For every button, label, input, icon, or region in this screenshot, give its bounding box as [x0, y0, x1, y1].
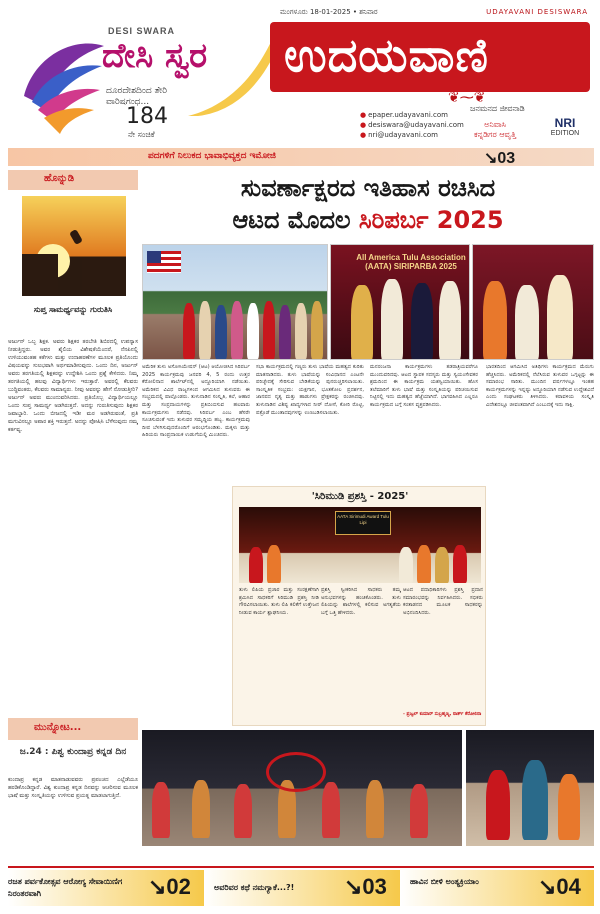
nri-edition-badge: NRI EDITION	[550, 116, 580, 137]
contacts	[360, 110, 464, 140]
contact-desiswara-email[interactable]: ● desiswara@udayavani.com	[360, 121, 464, 129]
event-banner: All America Tulu Association (AATA) SIRIPARBA 2025	[356, 253, 466, 271]
strap-text: ಪದಗಳಿಗೆ ನಿಲುಕದ ಭಾವಾಭಿವ್ಯಕ್ತದ ಇಮೋಜಿ	[148, 151, 276, 161]
honnudi-header	[8, 170, 138, 190]
footer-page-ref: ↘04	[538, 874, 581, 899]
award-ceremony-photo	[239, 507, 481, 583]
award-photo	[472, 244, 594, 360]
desi-swara-small: DESI SWARA	[108, 26, 176, 36]
article-col-1: ಅಮೆರಿಕ ತುಳು ಅಸೋಸಿಯೇಷನ್ (ಆಟ) ಆಯೋಜಿಸಿದ ಸಿರಿಪರ್ಬ 2025 ಕಾರ್ಯಕ್ರಮವು ಜನವರಿ 4, 5 ರಂದು ಉತ್ತರ ಕೆರೋಲಿನಾದ ಶಾರ್ಲೆಟ್‌ನಲ್ಲಿ ಅದ್ದೂರಿಯಾಗಿ ನಡೆಯಿತು. ಅಮೆರಿಕದ ವಿವಿಧ ರಾಜ್ಯಗಳಿಂದ ಆಗಮಿಸಿದ ತುಳುವರು ಈ ಸಂಭ್ರಮದಲ್ಲಿ ಪಾಲ್ಗೊಂಡರು. ತುಳುನಾಡಿನ ಸಂಸ್ಕೃತಿ, ಕಲೆ, ಆಹಾರ ಮತ್ತು ಸಂಪ್ರದಾಯಗಳನ್ನು ಪ್ರತಿಬಿಂಬಿಸುವ ಹಲವಾರು ಕಾರ್ಯಕ್ರಮಗಳು ನಡೆದವು. ಸಿರಿಪರ್ಬ ಎಂಬ ಹೆಸರೇ ಸೂಚಿಸುವಂತೆ ಇದು ತುಳುವರ ಸಮೃದ್ಧಿಯ ಹಬ್ಬ. ಕಾರ್ಯಕ್ರಮವು ದೀಪ ಬೆಳಗಿಸುವುದರೊಂದಿಗೆ ಆರಂಭಗೊಂಡಿತು. ಮಕ್ಕಳು ಮತ್ತು ಹಿರಿಯರು ಸಾಂಪ್ರದಾಯಿಕ ಉಡುಗೆಯಲ್ಲಿ ಮಿಂಚಿದರು.	[142, 364, 250, 439]
honnudi-title: ಹೊನ್ನುಡಿ	[44, 173, 75, 184]
date-line: ಮಂಗಳೂರು 18-01-2025 • ಶನಿವಾರ	[280, 8, 378, 16]
footer-page-ref: ↘03	[344, 874, 387, 899]
desi-swara-logo	[8, 6, 264, 146]
top-meta	[280, 6, 592, 20]
masthead	[0, 0, 600, 148]
desi-swara-title: ದೇಸಿ ಸ್ವರ	[102, 36, 208, 76]
article-col-3: ಮನರಂಜನಾ ಕಾರ್ಯಕ್ರಮಗಳು ತಡರಾತ್ರಿಯವರೆಗೂ ಮುಂದುವರಿದವು. ಆಟದ ಸ್ಥಾಪಕ ಸದಸ್ಯರು ಮತ್ತು ಸ್ವಯಂಸೇವಕರ ಶ್ರಮದಿಂದ ಈ ಕಾರ್ಯಕ್ರಮ ಯಶಸ್ವಿಯಾಯಿತು. ಹೊಸ ತಲೆಮಾರಿಗೆ ತುಳು ಭಾಷೆ ಮತ್ತು ಸಂಸ್ಕೃತಿಯನ್ನು ಪರಿಚಯಿಸುವ ನಿಟ್ಟಿನಲ್ಲಿ ಇದು ಮಹತ್ವದ ಹೆಜ್ಜೆಯಾಗಿದೆ. ಭಾಗವಹಿಸಿದ ಎಲ್ಲರೂ ಕಾರ್ಯಕ್ರಮದ ಬಗ್ಗೆ ಸಂತಸ ವ್ಯಕ್ತಪಡಿಸಿದರು.	[370, 364, 478, 408]
footer-page-ref: ↘02	[148, 874, 191, 899]
issue-number: 184	[126, 104, 168, 129]
udayavani-logo	[270, 22, 590, 92]
footer-teaser-1[interactable]: ರಜತ ಪರ್ವಕೋತ್ಸವ ಆರೋಗ್ಯ ಸೇವಾಯಿಣಿಗ ನಿರಂತರವಾಗಿ ↘02	[8, 870, 204, 906]
footer-teaser-2[interactable]: ಅವರಿವರ ಕಥೆ ನಮಗ್ಯಾಕೆ...?! ↘03	[204, 870, 400, 906]
yellow-swoosh-icon	[188, 26, 278, 116]
email-icon: ●	[360, 121, 367, 129]
main-headline	[142, 172, 594, 238]
contact-nri-email[interactable]: ● nri@udayavani.com	[360, 131, 438, 139]
stage-photo	[330, 244, 470, 360]
dance-photo-2	[466, 730, 594, 846]
contact-epaper[interactable]: ● epaper.udayavani.com	[360, 111, 448, 119]
inset-text-2: ಪ್ರಶಸ್ತಿ ಸ್ವೀಕರಿಸಿದ ಸಾಧಕರು ತಮ್ಮ ಅನುಭವಗಳನ್ನು ಹಂಚಿಕೊಂಡರು. ತುಳು ಲಿಪಿಯನ್ನು ಶಾಲೆಗಳಲ್ಲಿ ಕಲಿಸುವ ಅಗತ್ಯತೆಯ ಬಗ್ಗೆ ಒತ್ತಿ ಹೇಳಿದರು.	[321, 587, 401, 616]
left-column	[8, 170, 138, 856]
dance-photo-1	[142, 730, 462, 846]
inset-title: 'ಸಿರಿಮುಡಿ ಪ್ರಶಸ್ತಿ - 2025'	[311, 491, 409, 502]
quote-body: ಅರ್ಜುನ್ ಒಬ್ಬ ಶಿಕ್ಷಕ. ಅವರು ಶಿಕ್ಷಕರ ತರಬೇತಿ ಶಿಬಿರದಲ್ಲಿ ಉಪನ್ಯಾಸ ನೀಡುತ್ತಿದ್ದರು. ಅವರ ಶೈಲಿಯ ವಿಶೇಷತೆಯೆಂದರೆ, ನೆನಪಿನಲ್ಲಿ ಉಳಿಯುವಂತಹ ಕತೆಗಳು ಮತ್ತು ಉದಾಹರಣೆಗಳ ಮೂಲಕ ಪ್ರತಿಯೊಂದು ವಿಷಯವನ್ನು ಸುಲಭವಾಗಿ ಅರ್ಥಮಾಡಿಸುವುದು. ಒಂದು ದಿನ, ಅರ್ಜುನ್ ಅವರು ತರಗತಿಯಲ್ಲಿ ಶಿಕ್ಷಕರನ್ನು ಉದ್ದೇಶಿಸಿ ಒಂದು ಪ್ರಶ್ನೆ ಕೇಳಿದರು. ನಿಮ್ಮ ತರಗತಿಯಲ್ಲಿ ಹಲವು ವಿದ್ಯಾರ್ಥಿಗಳು ಇರುತ್ತಾರೆ. ಅವರಲ್ಲಿ ಕೆಲವರು ಬುದ್ಧಿವಂತರು, ಕೆಲವರು ಸಾಮಾನ್ಯರು. ನೀವು ಅವರನ್ನು ಹೇಗೆ ನೋಡುತ್ತೀರಿ? ಅರ್ಜುನ್ ಅವರು ಮುಂದುವರಿಸಿದರು. ಪ್ರತಿಯೊಬ್ಬ ವಿದ್ಯಾರ್ಥಿಯಲ್ಲೂ ಒಂದು ಸುಪ್ತ ಸಾಮರ್ಥ್ಯ ಅಡಗಿರುತ್ತದೆ. ಅದನ್ನು ಗುರುತಿಸುವುದು ಶಿಕ್ಷಕರ ಜವಾಬ್ದಾರಿ. ಒಂದು ಬೀಜದಲ್ಲಿ ಇಡೀ ಮರ ಅಡಗಿರುವಂತೆ, ಪ್ರತಿ ಮಗುವಿನಲ್ಲೂ ಅಪಾರ ಶಕ್ತಿ ಇರುತ್ತದೆ. ಅದನ್ನು ಪೋಷಿಸಿ ಬೆಳೆಸುವುದು ನಮ್ಮ ಕರ್ತವ್ಯ.	[8, 339, 138, 433]
headline-accent: ಸಿರಿಪರ್ಬ 2025	[358, 206, 504, 234]
munnota-date: ಜ.24 : ಪಿಶ್ವ ಕುಂದಾಪ್ರ ಕನ್ನಡ ದಿನ	[19, 747, 127, 757]
link-icon: ●	[360, 111, 367, 119]
anivasi-label: ಅನಿವಾಸಿ ಕನ್ನಡಿಗರ ಆವೃತ್ತಿ	[474, 120, 517, 139]
quote-title: ಸುಪ್ತ ಸಾಮರ್ಥ್ಯವನ್ನು ಗುರುತಿಸಿ	[33, 305, 113, 314]
headline-line2: ಆಟದ ಮೊದಲ ಸಿರಿಪರ್ಬ 2025	[232, 206, 504, 234]
jumping-man-icon	[69, 229, 83, 245]
footer-teasers	[8, 866, 594, 906]
award-screen: AATA Sirimudi Award Tulu Lipi	[335, 511, 391, 535]
munnota-body: ಕುಂದಾಪ್ರ ಕನ್ನಡ ಮಾತನಾಡುವವರು ಪ್ರಪಂಚದ ಎಲ್ಲೆಡೆಯೂ ಹರಡಿಕೊಂಡಿದ್ದಾರೆ. ವಿಶ್ವ ಕುಂದಾಪ್ರ ಕನ್ನಡ ದಿನವನ್ನು ಆಚರಿಸುವ ಮೂಲಕ ಭಾಷೆ ಮತ್ತು ಸಂಸ್ಕೃತಿಯನ್ನು ಉಳಿಸುವ ಪ್ರಯತ್ನ ಮಾಡಲಾಗುತ್ತಿದೆ.	[8, 777, 138, 799]
bird-logo-icon	[14, 26, 114, 136]
footer-teaser-3[interactable]: ಹಾವಿನ ಬೀಳಿ ಅಂತ್ಯಕ್ರಿಯಾಂ ↘04	[400, 870, 594, 906]
munnota-title: ಮುನ್ನೋಟ...	[34, 722, 82, 733]
strap-page-ref: ↘03	[484, 150, 516, 167]
inset-byline: - ಪ್ರಜ್ವಲ್ ಕುಮಾರ್ ಸುಬ್ರಹ್ಮಣ್ಯ, ನಾರ್ತ್ ಕೆರೋಲಿನಾ	[403, 712, 482, 717]
us-flag-icon	[147, 251, 181, 273]
sunset-jump-image	[22, 196, 126, 296]
article-col-2: ಸಭಾ ಕಾರ್ಯಕ್ರಮದಲ್ಲಿ ಗಣ್ಯರು ತುಳು ಭಾಷೆಯ ಮಹತ್ವದ ಕುರಿತು ಮಾತನಾಡಿದರು. ತುಳು ಭಾಷೆಯನ್ನು ಸಂವಿಧಾನದ ಎಂಟನೇ ಪರಿಚ್ಛೇದಕ್ಕೆ ಸೇರಿಸುವ ಬೇಡಿಕೆಯನ್ನು ಪುನರುಚ್ಚರಿಸಲಾಯಿತು. ಸಾಂಸ್ಕೃತಿಕ ಸಂಭ್ರಮ: ಯಕ್ಷಗಾನ, ಭೂತಕೋಲ ಪ್ರದರ್ಶನ, ಜಾನಪದ ನೃತ್ಯ ಮತ್ತು ಹಾಡುಗಳು ಪ್ರೇಕ್ಷಕರನ್ನು ರಂಜಿಸಿದವು. ತುಳುನಾಡಿನ ವಿಶಿಷ್ಟ ಖಾದ್ಯಗಳಾದ ನೀರ್ ದೋಸೆ, ಕೋರಿ ರೊಟ್ಟಿ, ಪತ್ರೊಡೆ ಮುಂತಾದವುಗಳನ್ನು ಉಣಬಡಿಸಲಾಯಿತು.	[256, 364, 364, 416]
desi-swara-tagline: ದೂರದೇಶದಿಂದ ತೇರಿ ವಾರಿಷಗಂಧ...	[106, 86, 167, 107]
inset-text-3: ಆಟದ ಪದಾಧಿಕಾರಿಗಳು ಪ್ರಶಸ್ತಿ ಪ್ರದಾನ ಸಮಾರಂಭವನ್ನು ನಿರ್ವಹಿಸಿದರು. ಸಭಿಕರು ಕರತಾಡನದ ಮೂಲಕ ಸಾಧಕರನ್ನು ಅಭಿನಂದಿಸಿದರು.	[403, 587, 483, 616]
article-col-4: ಭಾರತದಿಂದ ಆಗಮಿಸಿದ ಅತಿಥಿಗಳು ಕಾರ್ಯಕ್ರಮದ ಮೆರುಗು ಹೆಚ್ಚಿಸಿದರು. ಅಮೆರಿಕದಲ್ಲಿ ನೆಲೆಸಿರುವ ತುಳುವರ ಒಗ್ಗಟ್ಟನ್ನು ಈ ಸಮಾರಂಭ ಸಾರಿತು. ಮುಂದಿನ ವರ್ಷಗಳಲ್ಲೂ ಇಂತಹ ಕಾರ್ಯಕ್ರಮಗಳನ್ನು ಇನ್ನಷ್ಟು ಅದ್ದೂರಿಯಾಗಿ ನಡೆಸುವ ಉದ್ದೇಶವಿದೆ ಎಂದು ಸಂಘಟಕರು ತಿಳಿಸಿದರು. ಕರಾವಳಿಯ ಸಂಸ್ಕೃತಿ ವಿದೇಶದಲ್ಲೂ ಜೀವಂತವಾಗಿದೆ ಎಂಬುದಕ್ಕೆ ಇದು ಸಾಕ್ಷಿ.	[486, 364, 594, 408]
paper-name: ಉದಯವಾಣಿ	[284, 28, 489, 82]
motto: ಜನಮನದ ಜೀವನಾಡಿ	[470, 104, 525, 113]
sirimudi-award-box	[232, 486, 486, 726]
brand-line: UDAYAVANI DESISWARA	[486, 8, 588, 16]
group-photo-outdoor	[142, 244, 328, 360]
headline-line1: ಸುವರ್ಣಾಕ್ಷರದ ಇತಿಹಾಸ ರಚಿಸಿದ	[240, 174, 496, 202]
strap-teaser[interactable]	[8, 148, 594, 166]
munnota-header	[8, 718, 138, 740]
issue-label: ನೇ ಸಂಚಿಕೆ	[128, 130, 155, 139]
email-icon: ●	[360, 131, 367, 139]
stage-emblem-icon	[266, 752, 326, 792]
inset-text-1: ತುಳು ಲಿಪಿಯ ಪ್ರಚಾರ ಮತ್ತು ಸಂರಕ್ಷಣೆಗಾಗಿ ಶ್ರಮಿಸಿದ ಸಾಧಕರಿಗೆ ಸಿರಿಮುಡಿ ಪ್ರಶಸ್ತಿ ನೀಡಿ ಗೌರವಿಸಲಾಯಿತು. ತುಳು ಲಿಪಿ ಕಲಿಕೆಗೆ ಉತ್ತೇಜನ ನೀಡುವ ಕಾರ್ಯ ಶ್ಲಾಘನೀಯ.	[239, 587, 319, 616]
ornament-icon: ❦⁓❦	[448, 90, 486, 106]
